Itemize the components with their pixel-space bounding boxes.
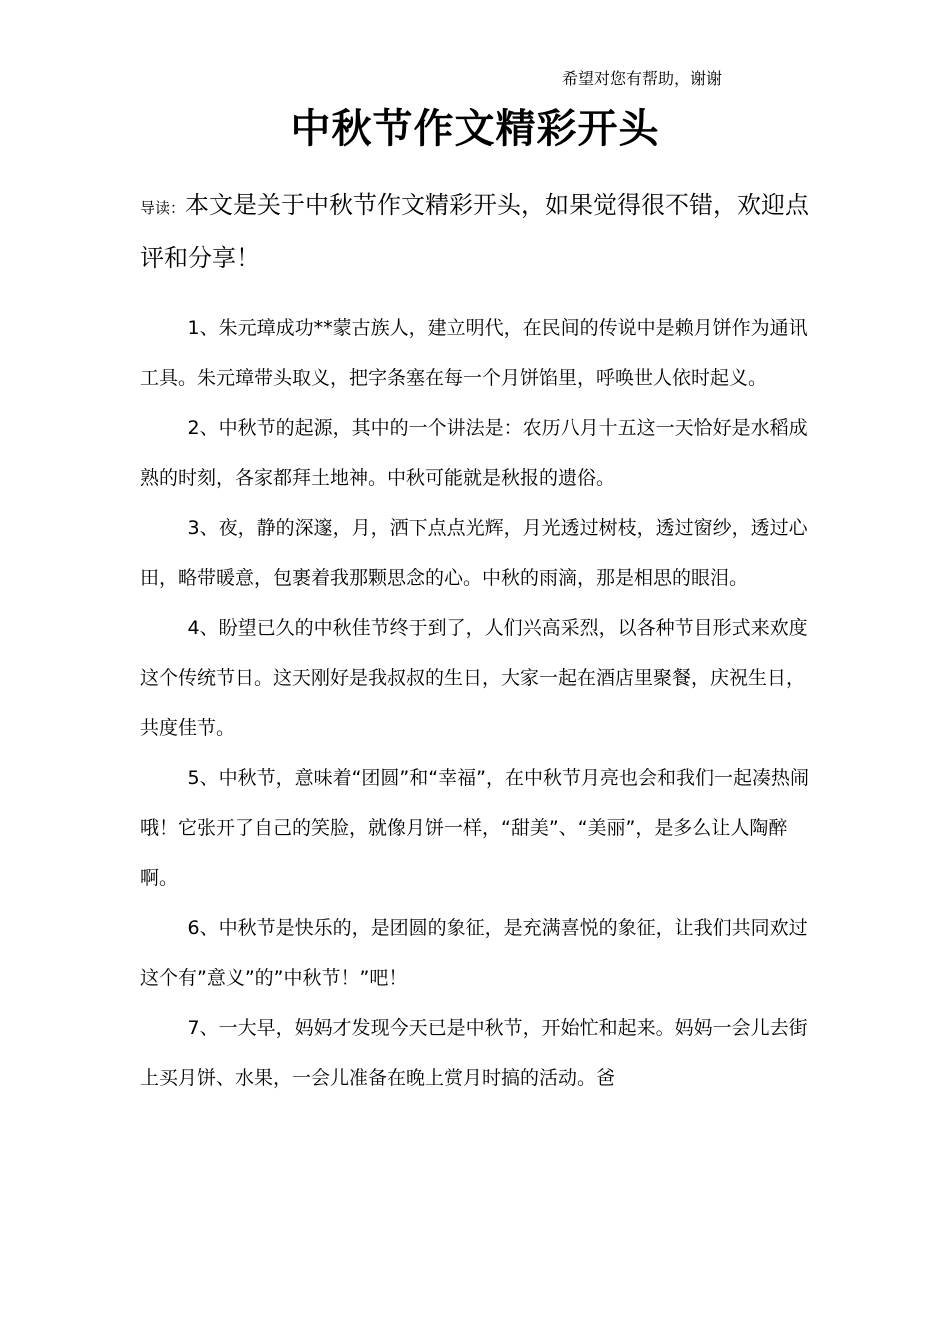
paragraph-3: 3、夜，静的深邃，月，洒下点点光辉，月光透过树枝，透过窗纱，透过心田，略带暖意，包裹着我那颗思念的心。中秋的雨滴，那是相思的眼泪。 bbox=[140, 517, 808, 589]
lead-paragraph bbox=[140, 180, 820, 283]
header-note: 希望对您有帮助，谢谢 bbox=[562, 69, 723, 88]
paragraph-6: 6、中秋节是快乐的，是团圆的象征，是充满喜悦的象征，让我们共同欢过这个有”意义”的”中秋节！”吧！ bbox=[140, 917, 808, 989]
paragraph-7: 7、一大早，妈妈才发现今天已是中秋节，开始忙和起来。妈妈一会儿去街上买月饼、水果，一会儿准备在晚上赏月时搞的活动。爸 bbox=[140, 1017, 808, 1089]
lead-text: 本文是关于中秋节作文精彩开头，如果觉得很不错，欢迎点评和分享！ bbox=[140, 191, 810, 272]
paragraph-4: 4、盼望已久的中秋佳节终于到了，人们兴高采烈，以各种节目形式来欢度这个传统节日。这天刚好是我叔叔的生日，大家一起在酒店里聚餐，庆祝生日，共度佳节。 bbox=[140, 617, 808, 739]
paragraph-2: 2、中秋节的起源，其中的一个讲法是：农历八月十五这一天恰好是水稻成熟的时刻，各家都拜土地神。中秋可能就是秋报的遗俗。 bbox=[140, 417, 808, 489]
lead-label: 导读： bbox=[140, 199, 186, 217]
article-body bbox=[140, 180, 820, 1103]
paragraph-5: 5、中秋节，意味着“团圆”和“幸福”，在中秋节月亮也会和我们一起凑热闹哦！它张开了自己的笑脸，就像月饼一样，“甜美”、“美丽”，是多么让人陶醉啊。 bbox=[140, 767, 809, 889]
page-title: 中秋节作文精彩开头 bbox=[290, 106, 660, 152]
paragraph-1: 1、朱元璋成功**蒙古族人，建立明代，在民间的传说中是赖月饼作为通讯工具。朱元璋带头取义，把字条塞在每一个月饼馅里，呼唤世人依时起义。 bbox=[140, 317, 808, 389]
